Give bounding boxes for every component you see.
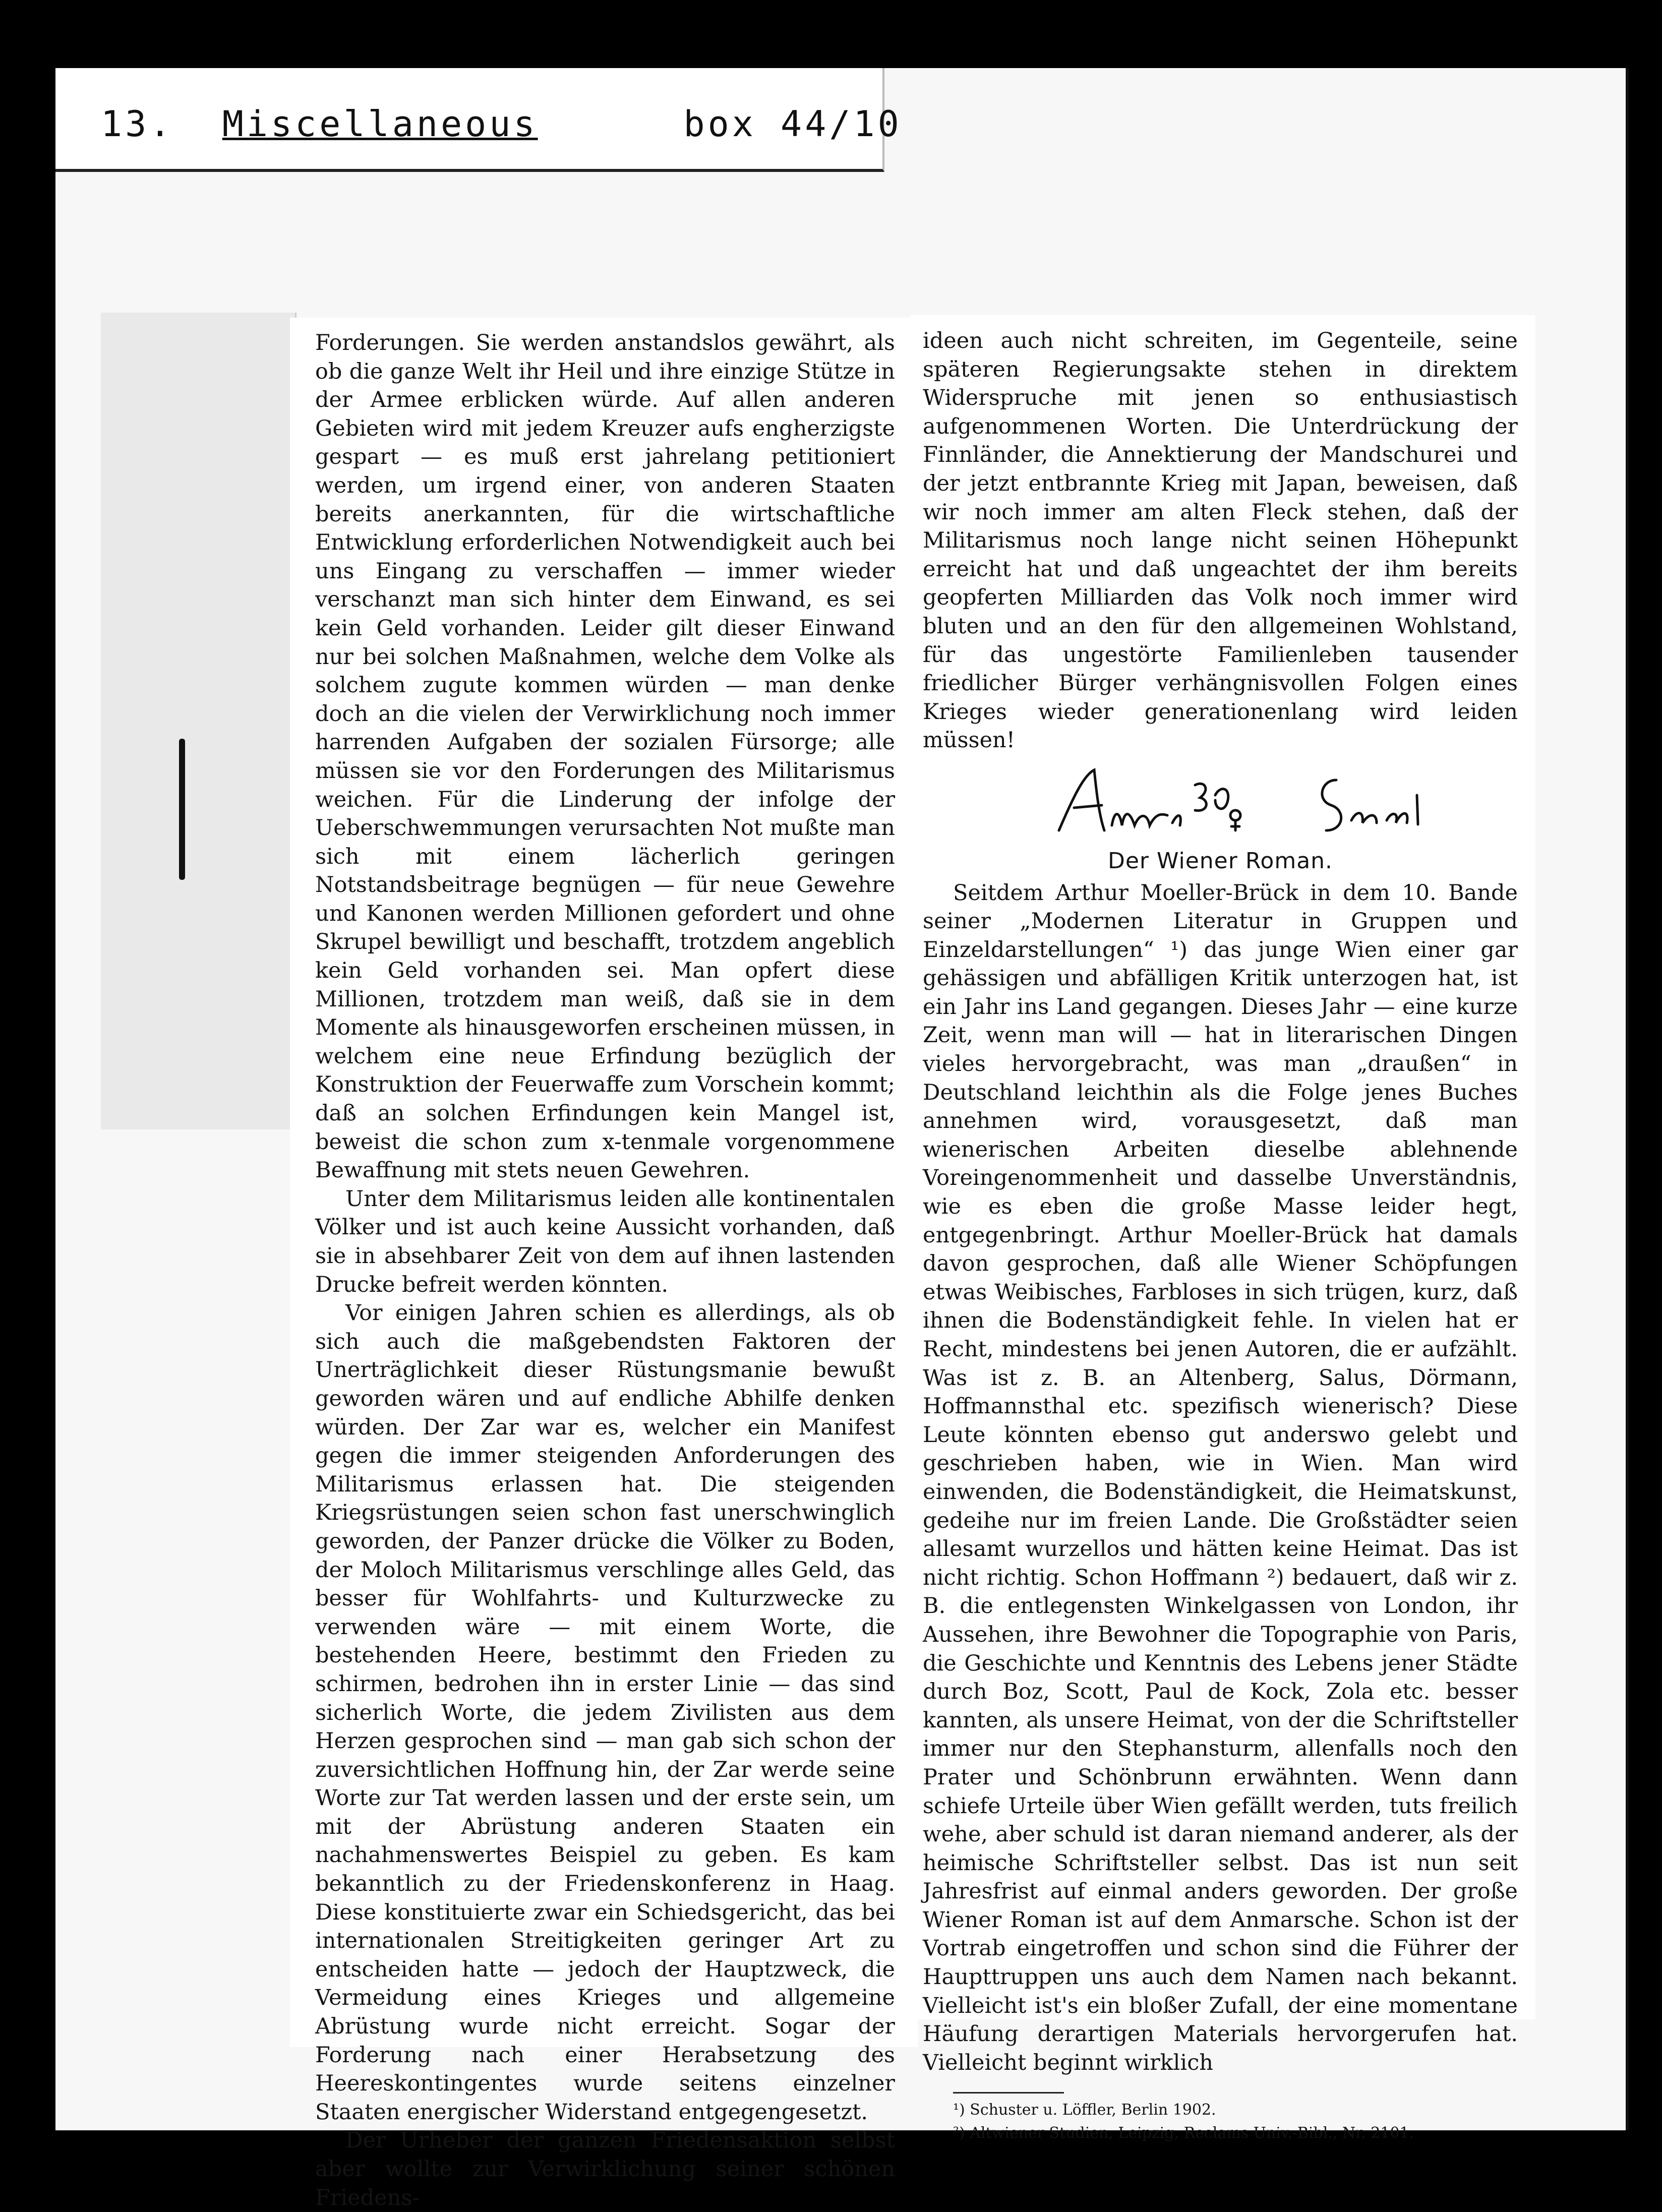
footnote-rule	[953, 2092, 1064, 2094]
label-number: 13.	[101, 103, 174, 145]
paragraph: Forderungen. Sie werden anstandslos gewährt, als ob die ganze Welt ihr Heil und ihre einzige Stütze in der Armee erblicken würde. Auf allen anderen Gebieten wird mit jedem Kreuzer aufs engherzigste gespart — es muß erst jahrelang petitioniert werden, um irgend einer, von anderen Staaten bereits anerkannten, für die wirtschaftliche Entwicklung erforderlichen Notwendigkeit auch bei uns Eingang zu verschaffen — immer wieder verschanzt man sich hinter dem Einwand, es sei kein Geld vorhanden. Leider gilt dieser Einwand nur bei solchen Maßnahmen, welche dem Volke als solchem zugute kommen würden — man denke doch an die vielen der Verwirklichung noch immer harrenden Aufgaben der sozialen Fürsorge; alle müssen sie vor den Forderungen des Militarismus weichen. Für die Linderung der infolge der Ueberschwemmungen verursachten Not mußte man sich mit einem lächerlich geringen Notstandsbeitrage begnügen — für neue Gewehre und Kanonen werden Millionen gefordert und ohne Skrupel bewilligt und beschafft, trotzdem angeblich kein Geld vorhanden sei. Man opfert diese Millionen, trotzdem man weiß, daß sie in dem Momente als hinausgeworfen erscheinen müssen, in welchem eine neue Erfindung bezüglich der Konstruktion der Feuerwaffe zum Vorschein kommt; daß an solchen Erfindungen kein Mangel ist, beweist die schon zum x-tenmale vorgenommene Bewaffnung mit stets neuen Gewehren.	[315, 330, 895, 1183]
handwritten-annotation	[923, 755, 1518, 843]
sheet-edge	[1626, 68, 1629, 2130]
paragraph: Unter dem Militarismus leiden alle kontinentalen Völker und ist auch keine Aussicht vorhanden, daß sie in absehbarer Zeit von dem auf ihnen lastenden Drucke befreit werden könnten.	[315, 1186, 895, 1297]
paragraph: Vor einigen Jahren schien es allerdings, als ob sich auch die maßgebendsten Faktoren der Unerträglichkeit dieser Rüstungsmanie bewußt geworden wären und auf endliche Abhilfe denken würden. Der Zar war es, welcher ein Manifest gegen die immer steigenden Anforderungen des Militarismus erlassen hat. Die steigenden Kriegsrüstungen seien schon fast unerschwinglich geworden, der Panzer drücke die Völker zu Boden, der Moloch Militarismus verschlinge alles Geld, das besser für Wohlfahrts- und Kulturzwecke zu verwenden wäre — mit einem Worte, die bestehenden Heere, bestimmt den Frieden zu schirmen, bedrohen ihn in erster Linie — das sind sicherlich Worte, die jedem Zivilisten aus dem Herzen gesprochen sind — man gab sich schon der zuversichtlichen Hoffnung hin, der Zar werde seine Worte zur Tat werden lassen und der erste sein, um mit der Abrüstung anderen Staaten ein nachahmenswertes Beispiel zu geben. Es kam bekanntlich zu der Friedenskonferenz in Haag. Diese konstituierte zwar ein Schiedsgericht, das bei internationalen Streitigkeiten geringer Art zu entscheiden hatte — jedoch der Hauptzweck, die Vermeidung eines Krieges und allgemeine Abrüstung wurde nicht erreicht. Sogar der Forderung nach einer Herabsetzung des Heereskontingentes wurde seitens einzelner Staaten energischer Widerstand entgegengesetzt.	[315, 1300, 895, 2125]
article-column-right	[923, 327, 1518, 2145]
article-column-left	[315, 329, 895, 2212]
handwriting-signature	[1054, 765, 1498, 846]
label-category: Miscellaneous	[222, 103, 538, 145]
paragraph: Seitdem Arthur Moeller-Brück in dem 10. Bande seiner „Modernen Literatur in Gruppen und Einzeldarstellungen“ ¹) das junge Wien einer gar gehässigen und abfälligen Kritik unterzogen hat, ist ein Jahr ins Land gegangen. Dieses Jahr — eine kurze Zeit, wenn man will — hat in literarischen Dingen vieles hervorgebracht, was man „draußen“ in Deutschland leichthin als die Folge jenes Buches annehmen wird, vorausgesetzt, daß man wienerischen Arbeiten dieselbe ablehnende Voreingenommenheit und dasselbe Unverständnis, wie es eben die große Masse leider hegt, entgegenbringt. Arthur Moeller-Brück hat damals davon gesprochen, daß alle Wiener Schöpfungen etwas Weibisches, Farbloses in sich trügen, kurz, daß ihnen die Bodenständigkeit fehle. In vielen hat er Recht, mindestens bei jenen Autoren, die er aufzählt. Was ist z. B. an Altenberg, Salus, Dörmann, Hoffmannsthal etc. spezifisch wienerisch? Diese Leute könnten ebenso gut anderswo gelebt und geschrieben haben, wie in Wien. Man wird einwenden, die Bodenständigkeit, die Heimatskunst, gedeihe nur im freien Lande. Die Großstädter seien allesamt wurzellos und hätten keine Heimat. Das ist nicht richtig. Schon Hoffmann ²) bedauert, daß wir z. B. die entlegensten Winkelgassen von London, ihr Aussehen, ihre Bewohner die Topographie von Paris, die Geschichte und Kenntnis des Lebens jener Städte durch Boz, Scott, Paul de Kock, Zola etc. besser kannten, als unsere Heimat, von der die Schriftsteller immer nur den Stephansturm, allenfalls noch den Prater und Schönbrunn erwähnten. Wenn dann schiefe Urteile über Wien gefällt werden, tuts freilich wehe, aber schuld ist daran niemand anderer, als der heimische Schriftsteller selbst. Das ist nun seit Jahresfrist auf einmal anders geworden. Der große Wiener Roman ist auf dem Anmarsche. Schon ist der Vortrab eingetroffen und schon sind die Führer der Haupttruppen uns auch dem Namen nach bekannt. Vielleicht ist's ein bloßer Zufall, der eine momentane Häufung derartigen Materials hervorgerufen hat. Vielleicht beginnt wirklich	[923, 880, 1518, 2075]
footnote: ²) Altwiener Studien, Leipzig, Reclams Univ.-Bibl., Nr. 2101.	[953, 2124, 1414, 2142]
archive-label	[101, 103, 902, 145]
section-heading: Der Wiener Roman.	[1107, 848, 1333, 874]
archive-label-strip	[55, 68, 902, 172]
paragraph: Der Urheber der ganzen Friedensaktion selbst aber wollte zur Verwirklichung seiner schönen Friedens-	[315, 2128, 895, 2210]
footnote: ¹) Schuster u. Löffler, Berlin 1902.	[953, 2101, 1216, 2119]
label-box: box 44/10	[683, 103, 902, 145]
paper-backing	[101, 313, 296, 1129]
paragraph: ideen auch nicht schreiten, im Gegenteile, seine späteren Regierungsakte stehen in direktem Widerspruche mit jenen so enthusiastisch aufgenommenen Worten. Die Unterdrückung der Finnländer, die Annektierung der Mandschurei und der jetzt entbrannte Krieg mit Japan, beweisen, daß wir noch immer am alten Fleck stehen, daß der Militarismus noch lange nicht seinen Höhepunkt erreicht hat und daß ungeachtet der ihm bereits geopferten Milliarden das Volk noch immer wird bluten und an den für den allgemeinen Wohlstand, für das ungestörte Familienleben tausender friedlicher Bürger verhängnisvollen Folgen eines Krieges wieder generationenlang wird leiden müssen!	[923, 328, 1518, 753]
staple-mark	[179, 739, 185, 880]
